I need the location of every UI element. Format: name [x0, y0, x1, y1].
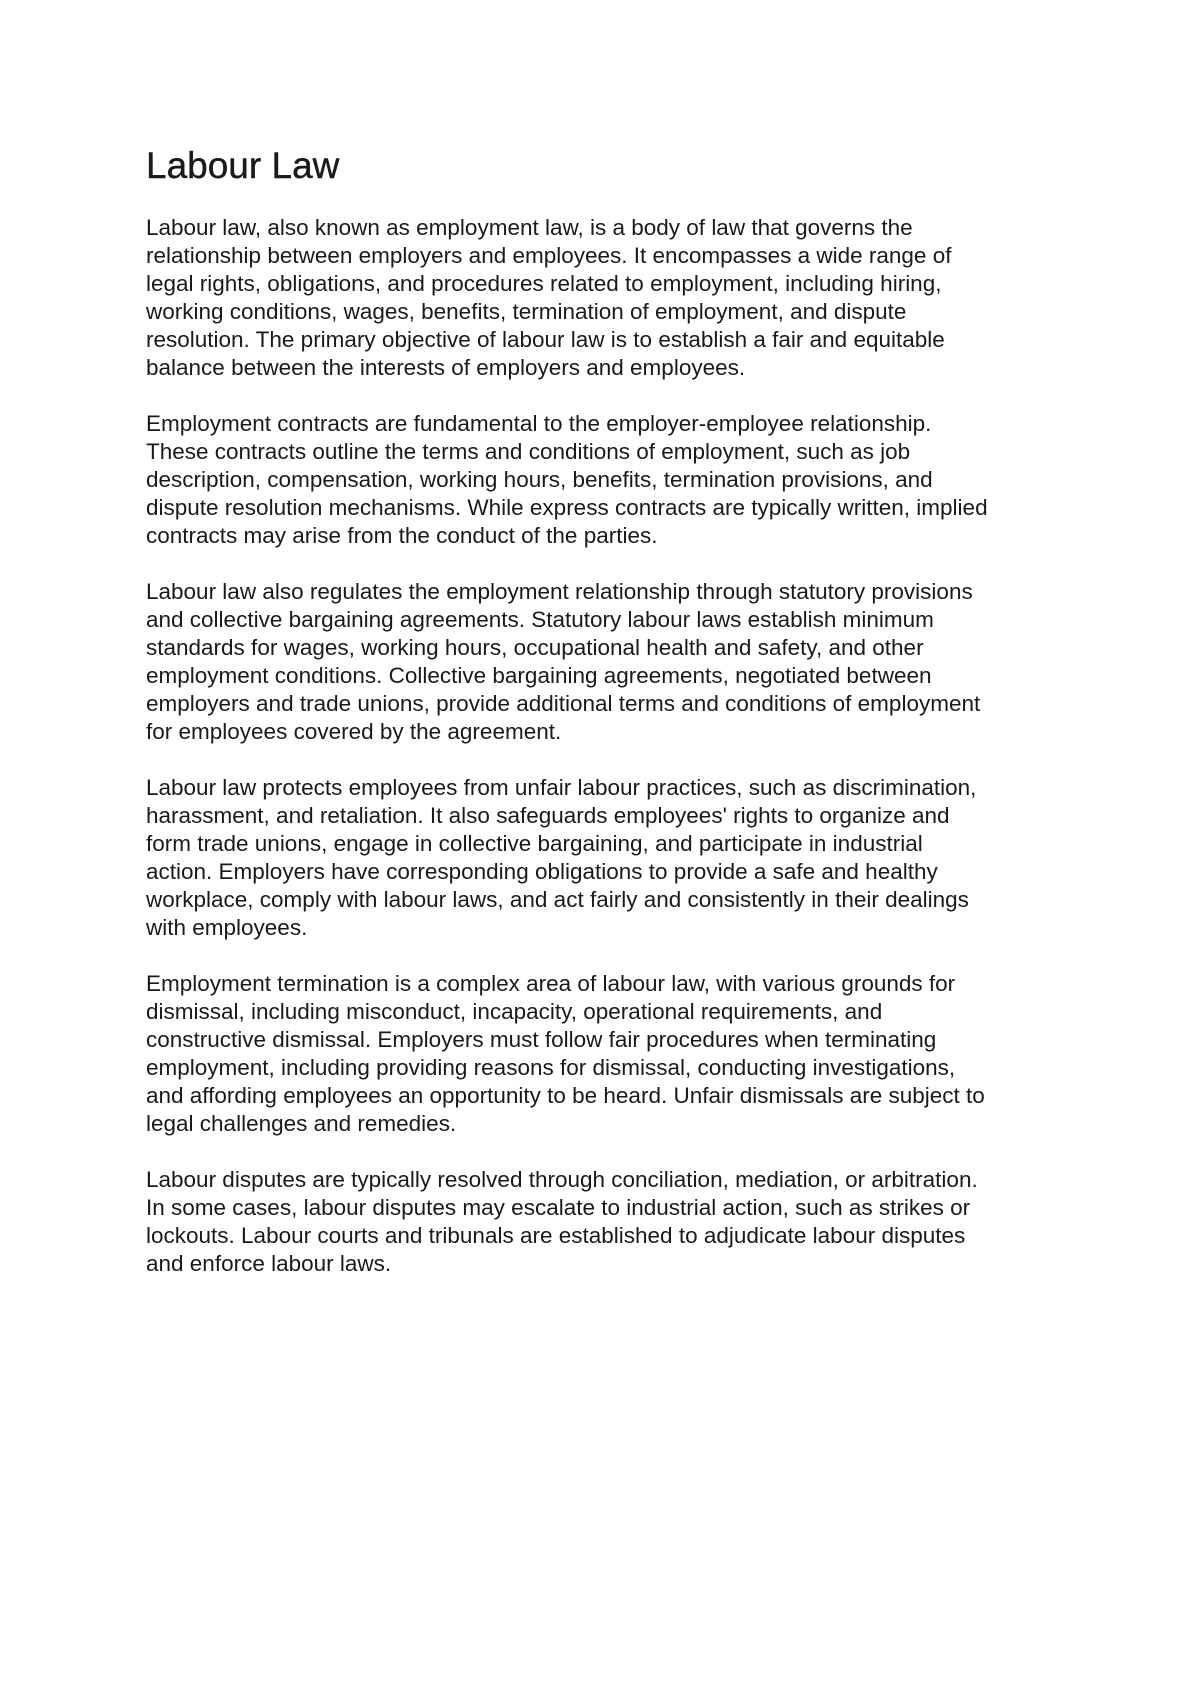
document-body	[146, 142, 1086, 1306]
paragraph-line: with employees.	[146, 915, 308, 940]
paragraph-line: working conditions, wages, benefits, termination of employment, and dispute	[146, 299, 907, 324]
paragraph-line: Employment termination is a complex area of labour law, with various grounds for	[146, 971, 956, 996]
paragraph-line: for employees covered by the agreement.	[146, 719, 562, 744]
body-paragraph	[146, 578, 1086, 746]
paragraph-line: form trade unions, engage in collective bargaining, and participate in industrial	[146, 831, 923, 856]
paragraph-line: employers and trade unions, provide additional terms and conditions of employment	[146, 691, 981, 716]
paragraph-line: balance between the interests of employers and employees.	[146, 355, 746, 380]
paragraph-line: Employment contracts are fundamental to the employer-employee relationship.	[146, 411, 932, 436]
paragraph-line: These contracts outline the terms and conditions of employment, such as job	[146, 439, 911, 464]
paragraph-line: legal challenges and remedies.	[146, 1111, 457, 1136]
paragraph-line: dispute resolution mechanisms. While express contracts are typically written, implied	[146, 495, 988, 520]
body-paragraph	[146, 970, 1086, 1138]
body-paragraph	[146, 774, 1086, 942]
paragraph-line: constructive dismissal. Employers must follow fair procedures when terminating	[146, 1027, 937, 1052]
paragraph-line: action. Employers have corresponding obligations to provide a safe and healthy	[146, 859, 938, 884]
body-paragraph	[146, 214, 1086, 382]
paragraph-line: resolution. The primary objective of labour law is to establish a fair and equitable	[146, 327, 945, 352]
paragraph-list	[146, 214, 1086, 1278]
paragraph-line: Labour law, also known as employment law, is a body of law that governs the	[146, 215, 913, 240]
paragraph-line: employment conditions. Collective bargaining agreements, negotiated between	[146, 663, 932, 688]
paragraph-line: description, compensation, working hours, benefits, termination provisions, and	[146, 467, 933, 492]
body-paragraph	[146, 410, 1086, 550]
body-paragraph	[146, 1166, 1086, 1278]
paragraph-line: dismissal, including misconduct, incapacity, operational requirements, and	[146, 999, 883, 1024]
paragraph-line: lockouts. Labour courts and tribunals are established to adjudicate labour disputes	[146, 1223, 966, 1248]
paragraph-line: Labour law protects employees from unfair labour practices, such as discrimination,	[146, 775, 977, 800]
paragraph-line: workplace, comply with labour laws, and act fairly and consistently in their dealings	[146, 887, 969, 912]
paragraph-line: contracts may arise from the conduct of the parties.	[146, 523, 658, 548]
paragraph-line: legal rights, obligations, and procedures related to employment, including hiring,	[146, 271, 942, 296]
document-title: Labour Law	[146, 145, 340, 186]
paragraph-line: harassment, and retaliation. It also safeguards employees' rights to organize and	[146, 803, 950, 828]
paragraph-line: Labour disputes are typically resolved through conciliation, mediation, or arbitration.	[146, 1167, 978, 1192]
paragraph-line: and collective bargaining agreements. Statutory labour laws establish minimum	[146, 607, 934, 632]
paragraph-line: standards for wages, working hours, occupational health and safety, and other	[146, 635, 924, 660]
paragraph-line: relationship between employers and employees. It encompasses a wide range of	[146, 243, 952, 268]
paragraph-line: and affording employees an opportunity to be heard. Unfair dismissals are subject to	[146, 1083, 985, 1108]
paragraph-line: and enforce labour laws.	[146, 1251, 392, 1276]
paragraph-line: employment, including providing reasons for dismissal, conducting investigations,	[146, 1055, 956, 1080]
paragraph-line: Labour law also regulates the employment relationship through statutory provisions	[146, 579, 973, 604]
paragraph-line: In some cases, labour disputes may escalate to industrial action, such as strikes or	[146, 1195, 971, 1220]
